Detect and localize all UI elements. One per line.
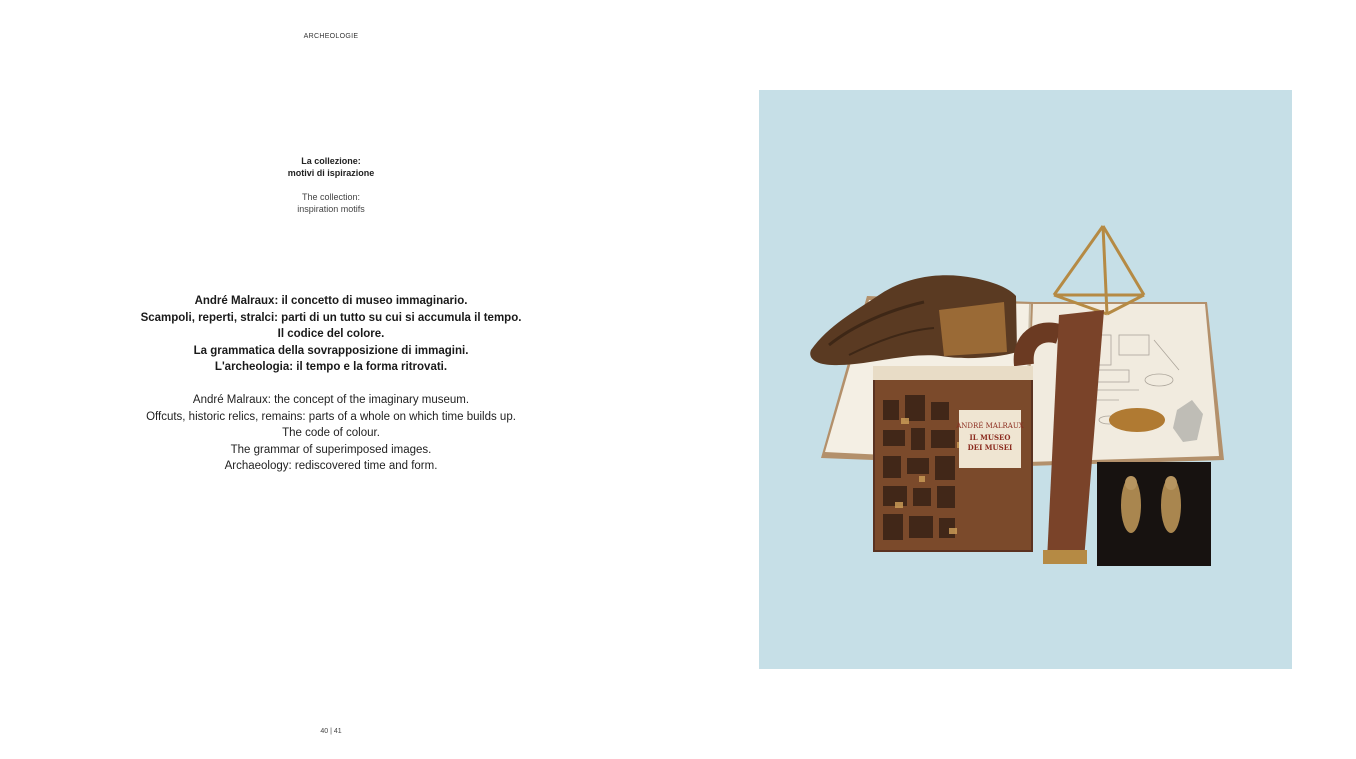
book-title-line1: IL MUSEO — [969, 433, 1011, 442]
heading-english — [0, 191, 662, 215]
left-page — [0, 0, 662, 759]
body-english-line: Archaeology: rediscovered time and form. — [224, 460, 438, 473]
heading-italian — [0, 155, 662, 179]
malraux-book — [873, 366, 1033, 552]
body-italian-line: Scampoli, reperti, stralci: parti di un tutto su cui si accumula il tempo. — [140, 311, 522, 324]
heading-italian-line: La collezione: — [301, 156, 361, 166]
body-italian — [0, 293, 662, 376]
body-english-line: The code of colour. — [282, 427, 380, 440]
section-label: ARCHEOLOGIE — [303, 33, 359, 40]
body-italian-line: André Malraux: il concetto di museo immaginario. — [194, 295, 468, 307]
figurine-card — [1097, 462, 1211, 566]
body-italian-line: L'archeologia: il tempo e la forma ritrovati. — [214, 361, 448, 374]
body-italian-line: La grammatica della sovrapposizione di immagini. — [193, 344, 469, 357]
still-life-illustration — [759, 90, 1292, 669]
still-life-photo — [759, 90, 1292, 669]
body-english-line: The grammar of superimposed images. — [230, 443, 432, 456]
body-english-line: Offcuts, historic relics, remains: parts of a whole on which time builds up. — [146, 410, 516, 423]
body-english-line: André Malraux: the concept of the imaginary museum. — [192, 393, 470, 406]
body-italian-line: Il codice del colore. — [277, 328, 385, 341]
page-numbers: 40 | 41 — [320, 728, 342, 735]
book-author: ANDRÉ MALRAUX — [956, 422, 1024, 430]
body-text — [0, 293, 662, 475]
heading-english-line: The collection: — [301, 192, 361, 202]
heading-english-line: inspiration motifs — [297, 204, 365, 214]
book-title-line2: DEI MUSEI — [967, 443, 1013, 452]
heading-italian-line: motivi di ispirazione — [287, 168, 375, 178]
body-english — [0, 392, 662, 475]
collection-heading — [0, 155, 662, 215]
